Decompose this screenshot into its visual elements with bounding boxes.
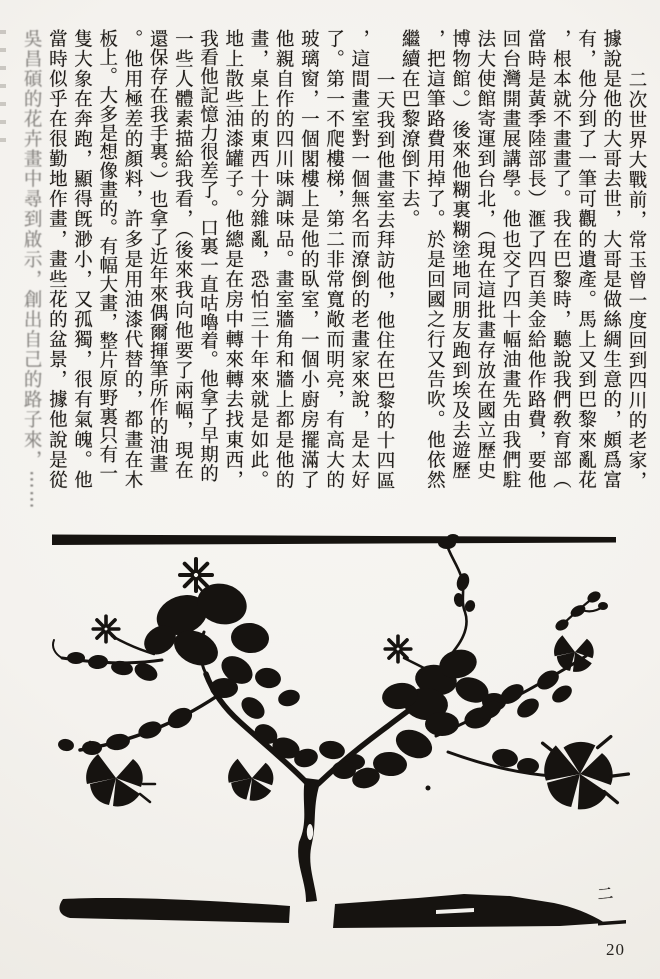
table-edge-line	[52, 535, 616, 546]
text-column: 隻大象在奔跑，顯得旣渺小，又孤獨，很有氣魄。他	[71, 29, 92, 491]
text-column: 據說是他的大哥去世，大哥是做絲綢生意的，頗爲富	[600, 29, 621, 491]
text-column: ，把這筆路費用掉了。於是回國之行又告吹。他依然	[424, 29, 445, 491]
planter-left	[59, 898, 290, 923]
text-column: ，根本就不畫畫了。我在巴黎時，聽說我們敎育部（	[550, 29, 571, 491]
text-column: 地上散些油漆罐子。他總是在房中轉來轉去找東西，	[222, 29, 243, 491]
text-column: ，這間畫室對一個無名而潦倒的老畫家來說，是太好	[348, 29, 369, 491]
scan-edge-artifact	[0, 30, 6, 150]
text-column: 玻璃窗，一個閣樓上是他的臥室，一個小廚房擺滿了	[298, 29, 319, 491]
text-column: 。他用極差的顏料，許多是用油漆代替的，都畫在木	[121, 29, 142, 491]
page-number: 20	[606, 940, 625, 959]
text-column: 博物館。）後來他糊裏糊塗地同朋友跑到埃及去遊歷	[449, 29, 470, 481]
trunk-highlight	[307, 824, 313, 840]
planter-tail	[598, 920, 626, 926]
trunk	[298, 778, 321, 902]
plate-number-mark: 二	[596, 885, 615, 905]
article-text	[18, 29, 648, 511]
text-column: 板上。大多是想像畫的。有幅大畫，整片原野裏只有一	[96, 29, 117, 483]
text-column: 有，他分到了一筆可觀的遺產。馬上又到巴黎來亂花	[575, 29, 596, 491]
text-column: 當時似乎在很勤地作畫，畫些花的盆景，據他說是從	[46, 29, 67, 491]
text-column: 一天我到他畫室去拜訪他，他住在巴黎的十四區	[373, 70, 394, 492]
text-column: 回台灣開畫展講學。他也交了四十幅油畫先由我們駐	[499, 29, 520, 491]
text-column: 一些人體素描給我看，（後來我向他要了兩幅，現在	[172, 29, 193, 481]
ink-plant-in-planter-illustration	[0, 512, 660, 942]
text-column: 了。第一不爬樓梯，第二非常寬敞而明亮，有高大的	[323, 29, 344, 491]
text-column: 法大使館寄運到台北，（現在這批畫存放在國立歷史	[474, 29, 495, 481]
text-column: 他親自作的四川味調味品。畫室牆角和牆上都是他的	[273, 29, 294, 491]
text-column: 還保存在我手裏。）也拿了近年來偶爾揮筆所作的油畫	[147, 29, 168, 474]
text-column: 我看他記憶力很差了。口裏一直咕嚕着。他拿了早期的	[197, 29, 218, 483]
text-column: 二次世界大戰前，常玉曾一度回到四川的老家，	[626, 70, 646, 492]
text-column: 當時是黃季陸部長）滙了四百美金給他作路費，要他	[525, 29, 546, 491]
text-column: 畫，桌上的東西十分雜亂，恐怕三十年來就是如此。	[247, 29, 268, 491]
text-column-partial: 吳昌碩的花卉畫中尋到啟示，創出自己的路子來，⋯⋯	[21, 29, 42, 511]
text-column: 繼續在巴黎潦倒下去。	[399, 29, 420, 230]
